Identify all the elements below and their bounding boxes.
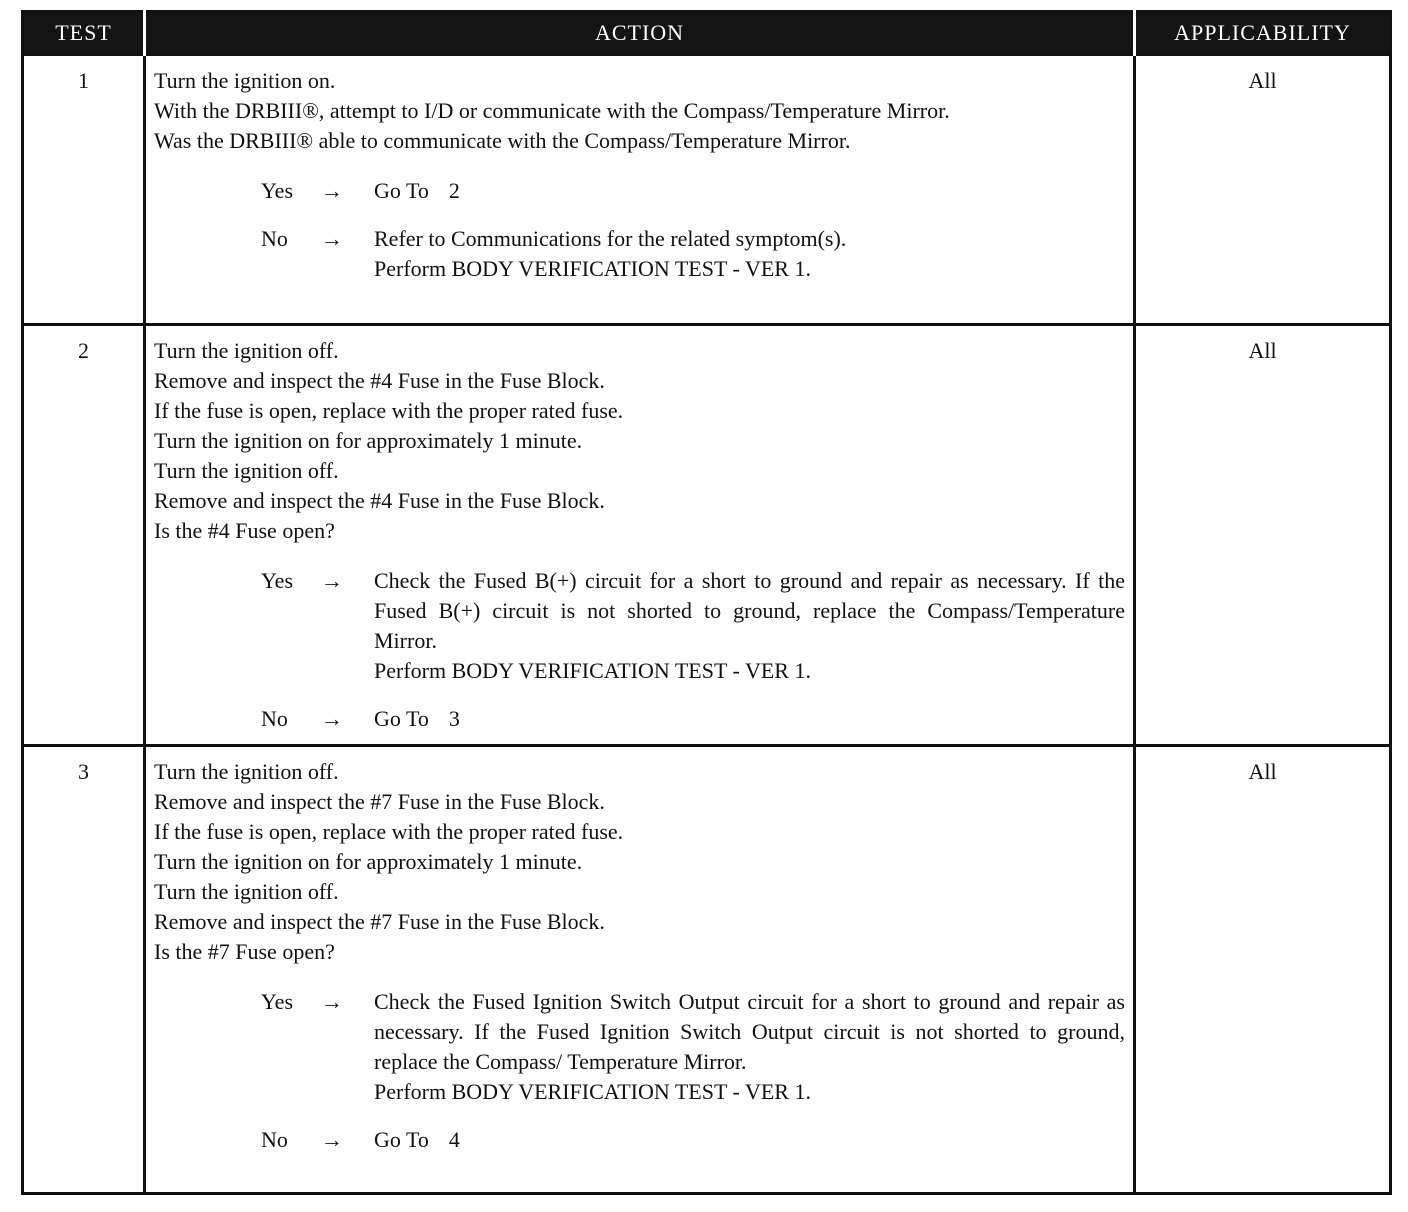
- step: With the DRBIII®, attempt to I/D or communicate with the Compass/Temperature Mirror.: [154, 98, 950, 123]
- arrow-right-icon: →: [321, 178, 343, 203]
- step: Turn the ignition on.: [154, 68, 336, 93]
- no-outcome: [154, 1125, 1125, 1155]
- no-result: [374, 1125, 1125, 1155]
- arrow-right-icon: →: [321, 226, 343, 251]
- step: Turn the ignition off.: [154, 759, 339, 784]
- applicability-value: All: [1135, 746, 1391, 1194]
- yes-outcome: [154, 566, 1125, 686]
- no-outcome: [154, 224, 1125, 284]
- goto-target: 4: [448, 1127, 460, 1152]
- test-row-3: [23, 746, 1391, 1194]
- goto-label: Go To: [374, 706, 429, 731]
- step: Turn the ignition off.: [154, 338, 339, 363]
- table-header-row: [23, 12, 1391, 55]
- goto-label: Go To: [374, 1127, 429, 1152]
- action-steps: [154, 336, 1125, 546]
- test-number: 1: [23, 55, 145, 325]
- perform-line: Perform BODY VERIFICATION TEST - VER 1.: [374, 658, 811, 683]
- step: Was the DRBIII® able to communicate with the Compass/Temperature Mirror.: [154, 128, 851, 153]
- header-test: TEST: [23, 12, 145, 55]
- step: Turn the ignition on for approximately 1 minute.: [154, 428, 583, 453]
- test-row-2: [23, 325, 1391, 746]
- header-applicability: APPLICABILITY: [1135, 12, 1391, 55]
- step: If the fuse is open, replace with the proper rated fuse.: [154, 398, 624, 423]
- yes-label: Yes: [261, 989, 294, 1014]
- step: Turn the ignition off.: [154, 458, 339, 483]
- step: Turn the ignition off.: [154, 879, 339, 904]
- perform-line: Perform BODY VERIFICATION TEST - VER 1.: [374, 256, 811, 281]
- arrow-right-icon: →: [321, 989, 343, 1014]
- goto-target: 2: [448, 178, 460, 203]
- result-text: Check the Fused Ignition Switch Output circuit for a short to ground and repair as necessary. If the Fused Ignition Switch Output circuit is not shorted to ground, replace the Compass/ Temperature Mirror.: [374, 989, 1125, 1074]
- action-steps: [154, 757, 1125, 967]
- step: Is the #4 Fuse open?: [154, 518, 335, 543]
- no-outcome: [154, 704, 1125, 734]
- no-label: No: [261, 1127, 288, 1152]
- arrow-right-icon: →: [321, 1127, 343, 1152]
- yes-result: [374, 176, 1125, 206]
- no-label: No: [261, 226, 288, 251]
- applicability-value: All: [1135, 325, 1391, 746]
- yes-outcome: [154, 176, 1125, 206]
- step: Is the #7 Fuse open?: [154, 939, 335, 964]
- action-cell: [145, 746, 1135, 1194]
- goto-target: 3: [448, 706, 460, 731]
- step: Remove and inspect the #7 Fuse in the Fuse Block.: [154, 909, 605, 934]
- result-line: Refer to Communications for the related symptom(s).: [374, 226, 847, 251]
- test-number: 3: [23, 746, 145, 1194]
- test-number: 2: [23, 325, 145, 746]
- applicability-value: All: [1135, 55, 1391, 325]
- yes-label: Yes: [261, 178, 294, 203]
- arrow-right-icon: →: [321, 706, 343, 731]
- step: Turn the ignition on for approximately 1 minute.: [154, 849, 583, 874]
- action-cell: [145, 325, 1135, 746]
- no-label: No: [261, 706, 288, 731]
- diagnostic-test-table: [21, 10, 1392, 1195]
- header-action: ACTION: [145, 12, 1135, 55]
- no-result: [374, 704, 1125, 734]
- no-result: [374, 224, 1125, 284]
- arrow-right-icon: →: [321, 568, 343, 593]
- action-cell: [145, 55, 1135, 325]
- test-row-1: [23, 55, 1391, 325]
- yes-label: Yes: [261, 568, 294, 593]
- step: Remove and inspect the #4 Fuse in the Fuse Block.: [154, 488, 605, 513]
- perform-line: Perform BODY VERIFICATION TEST - VER 1.: [374, 1079, 811, 1104]
- yes-result: [374, 566, 1125, 686]
- action-steps: [154, 66, 1125, 156]
- yes-result: [374, 987, 1125, 1107]
- step: Remove and inspect the #7 Fuse in the Fuse Block.: [154, 789, 605, 814]
- result-text: Check the Fused B(+) circuit for a short to ground and repair as necessary. If the Fused B(+) circuit is not shorted to ground, replace the Compass/Temperature Mirror.: [374, 568, 1125, 653]
- yes-outcome: [154, 987, 1125, 1107]
- goto-label: Go To: [374, 178, 429, 203]
- step: Remove and inspect the #4 Fuse in the Fuse Block.: [154, 368, 605, 393]
- step: If the fuse is open, replace with the proper rated fuse.: [154, 819, 624, 844]
